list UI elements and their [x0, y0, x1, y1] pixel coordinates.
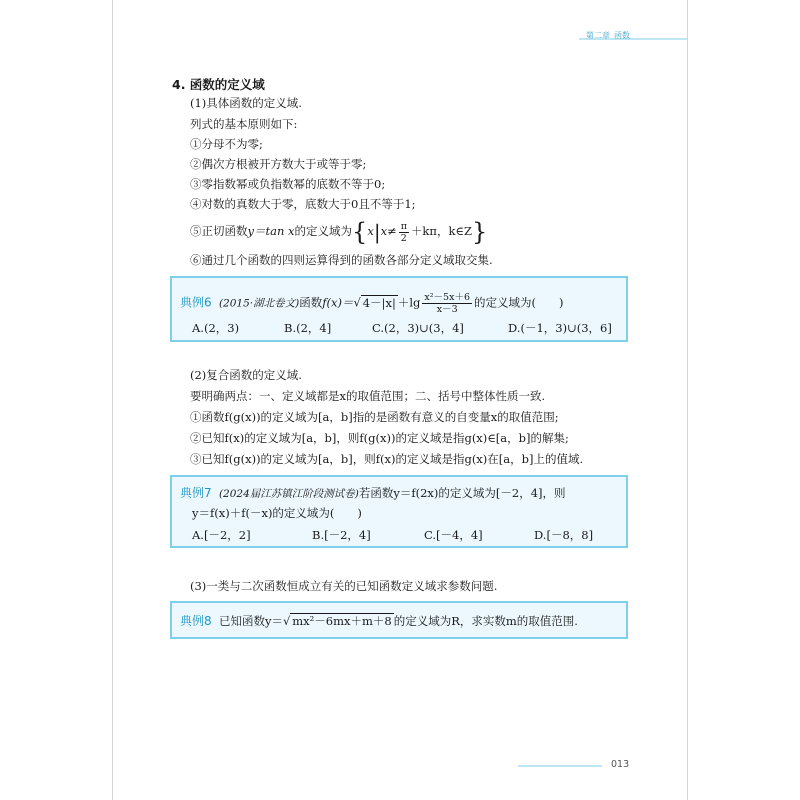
example7-option-a: A.[－2，2]: [192, 528, 251, 542]
example7-option-c: C.[－4，4]: [424, 528, 483, 542]
example7-box: [170, 475, 628, 548]
rule5-func: y＝tan x: [247, 224, 295, 238]
example6-fraction: [422, 292, 472, 315]
rule5-num: π: [400, 220, 407, 232]
example7-option-b: B.[－2，4]: [312, 528, 371, 542]
rule5-fraction: [399, 221, 409, 244]
rule5-cond: x≠: [380, 224, 397, 238]
example6-stem-b: 的定义域为( ): [474, 295, 564, 310]
left-brace-icon: {: [352, 218, 368, 246]
example6-sqrt: 4－|x|: [362, 295, 396, 310]
rule5-tail: ＋kπ，k∈Z: [410, 224, 472, 238]
principles-intro: 列式的基本原则如下:: [190, 117, 298, 131]
rule-5: [190, 218, 487, 244]
rule-3: ③零指数幂或负指数幂的底数不等于0;: [190, 177, 386, 191]
footer-rule: [518, 765, 602, 767]
part2-title: (2)复合函数的定义域.: [190, 368, 302, 382]
rule-2: ②偶次方根被开方数大于或等于零;: [190, 157, 367, 171]
example6-label: 典例6: [180, 295, 212, 310]
page-number: 013: [611, 759, 630, 770]
rule-4: ④对数的真数大于零，底数大于0且不等于1;: [190, 197, 416, 211]
example8-stem-b: 的定义域为R，求实数m的取值范围.: [393, 614, 578, 628]
example8-sqrt: mx²－6mx＋m＋8: [292, 614, 392, 628]
example6-option-d: D.(－1，3)∪(3，6]: [508, 321, 612, 335]
rule-1: ①分母不为零;: [190, 137, 263, 151]
example6-func: f(x)＝: [322, 295, 354, 310]
example7-line1-text: 若函数y＝f(2x)的定义域为[－2，4]，则: [358, 486, 566, 500]
rule5-prefix: ⑤正切函数: [190, 224, 248, 238]
set-divider-icon: |: [373, 220, 381, 244]
example7-line2: y＝f(x)＋f(－x)的定义域为( ): [192, 506, 362, 520]
example6-option-c: C.(2，3)∪(3，4]: [372, 321, 464, 335]
example7-source: (2024届江苏镇江阶段测试卷): [218, 488, 359, 500]
example6-source: (2015·湖北卷文): [218, 297, 300, 310]
example6-box: [170, 276, 628, 342]
part1-title: (1)具体函数的定义域.: [190, 96, 302, 110]
example6-lg: ＋lg: [397, 295, 421, 310]
example7-line1: [180, 486, 566, 501]
part2-item-1: ①函数f(g(x))的定义域为[a，b]指的是函数有意义的自变量x的取值范围;: [190, 410, 559, 424]
rule5-set-var: x: [367, 224, 374, 238]
example6-stem-a: 函数: [299, 295, 323, 310]
chapter-label: 第二章: [586, 31, 610, 40]
example7-label: 典例7: [180, 486, 212, 500]
part2-item-3: ③已知f(g(x))的定义域为[a，b]，则f(x)的定义域是指g(x)在[a，b]上的值域.: [190, 452, 584, 466]
chapter-title: 函数: [614, 31, 630, 40]
part2-item-2: ②已知f(x)的定义域为[a，b]，则f(g(x))的定义域是指g(x)∈[a，b]的解集;: [190, 431, 569, 445]
example6-den: x－3: [436, 304, 458, 315]
example7-option-d: D.[－8，8]: [534, 528, 594, 542]
example8-stem-a: 已知函数y＝: [218, 614, 283, 628]
rule5-mid: 的定义域为: [294, 224, 353, 238]
part2-intro: 要明确两点：一、定义域都是x的取值范围；二、括号中整体性质一致.: [190, 389, 546, 403]
rule5-den: 2: [400, 232, 407, 244]
example8-box: [170, 601, 628, 639]
section-heading: 4. 函数的定义域: [172, 77, 265, 92]
example8-stem: 典例8 已知函数y＝√ mx²－6mx＋m＋8 的定义域为R，求实数m的取值范围.: [180, 614, 578, 628]
example8-label: 典例8: [180, 614, 212, 628]
example6-option-a: A.(2，3): [192, 321, 240, 335]
rule-6: ⑥通过几个函数的四则运算得到的函数各部分定义域取交集.: [190, 253, 493, 267]
example6-num: x²－5x＋6: [424, 292, 470, 303]
example6-stem: 典例6 (2015·湖北卷文)函数f(x)＝√ 4－|x| ＋lg $\frac{\text{x²－5x＋6}}{x-3}$ 的定义域为( ): [180, 292, 564, 315]
part3-title: (3)一类与二次函数恒成立有关的已知函数定义域求参数问题.: [190, 579, 498, 593]
example6-option-b: B.(2，4]: [284, 321, 332, 335]
right-brace-icon: }: [471, 218, 488, 246]
